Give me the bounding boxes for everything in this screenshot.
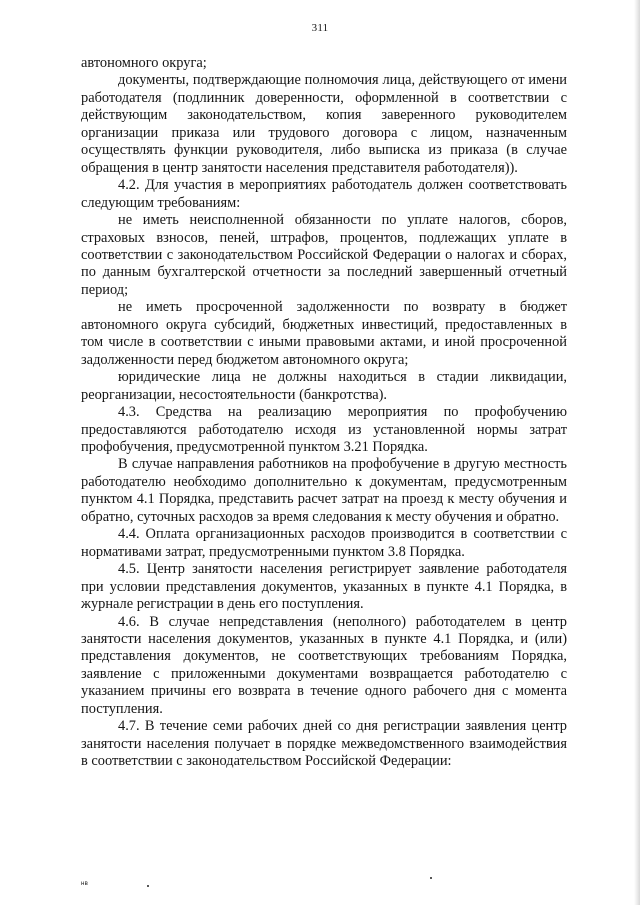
paragraph-travel-costs: В случае направления работников на профобучение в другую местность работодателю необходимо дополнительно к документам, предусмотренным пунктом 4.1 Порядка, представить расчет затрат на проезд к месту обучения и обратно, суточных расходов за время следования к месту обучения и обратно.	[81, 456, 567, 525]
paragraph-4-2: 4.2. Для участия в мероприятиях работодатель должен соответствовать следующим требованиям:	[81, 177, 567, 211]
paragraph-requirement-liquidation: юридические лица не должны находиться в стадии ликвидации, реорганизации, несостоятельности (банкротства).	[81, 369, 567, 403]
paragraph-continuation: автономного округа;	[81, 55, 207, 71]
paragraph-4-3: 4.3. Средства на реализацию мероприятия по профобучению предоставляются работодателю исходя из установленной нормы затрат профобучения, предусмотренной пунктом 3.21 Порядка.	[81, 404, 567, 455]
scan-speck	[147, 885, 149, 887]
scan-speck	[430, 877, 432, 879]
paragraph-4-6: 4.6. В случае непредставления (неполного) работодателем в центр занятости населения документов, указанных в пункте 4.1 Порядка, и (или) представления документов, не соответствующих требованиям Порядка, заявление с приложенными документами возвращается работодателю с указанием причины его возврата в течение одного рабочего дня с момента поступления.	[81, 613, 567, 717]
page-number: 311	[311, 22, 329, 34]
paragraph-requirement-debt: не иметь просроченной задолженности по возврату в бюджет автономного округа субсидий, бюджетных инвестиций, предоставленных в том числе в соответствии с иными правовыми актами, и иной просроченной задолженности перед бюджетом автономного округа;	[81, 299, 567, 368]
scan-edge-shadow	[634, 0, 640, 905]
footer-code: нв	[81, 881, 89, 887]
paragraph-4-7: 4.7. В течение семи рабочих дней со дня регистрации заявления центр занятости населения получает в порядке межведомственного взаимодействия в соответствии с законодательством Российской Федерации:	[81, 718, 567, 770]
paragraph-requirement-taxes: не иметь неисполненной обязанности по уплате налогов, сборов, страховых взносов, пеней, штрафов, процентов, подлежащих уплате в соответствии с законодательством Российской Федерации о налогах и сборах, по данным бухгалтерской отчетности за последний завершенный отчетный период;	[81, 212, 567, 298]
document-body	[81, 55, 567, 771]
paragraph-4-4: 4.4. Оплата организационных расходов производится в соответствии с нормативами затрат, предусмотренными пунктом 3.8 Порядка.	[81, 526, 567, 560]
paragraph-4-5: 4.5. Центр занятости населения регистрирует заявление работодателя при условии представления документов, указанных в пункте 4.1 Порядка, в журнале регистрации в день его поступления.	[81, 561, 567, 613]
paragraph-authority-documents: документы, подтверждающие полномочия лица, действующего от имени работодателя (подлинник доверенности, оформленной в соответствии с действующим законодательством, копия заверенного руководителем организации приказа или трудового договора с лицом, назначенным осуществлять функции руководителя, либо выписка из приказа (в случае обращения в центр занятости населения представителя работодателя)).	[81, 72, 567, 176]
